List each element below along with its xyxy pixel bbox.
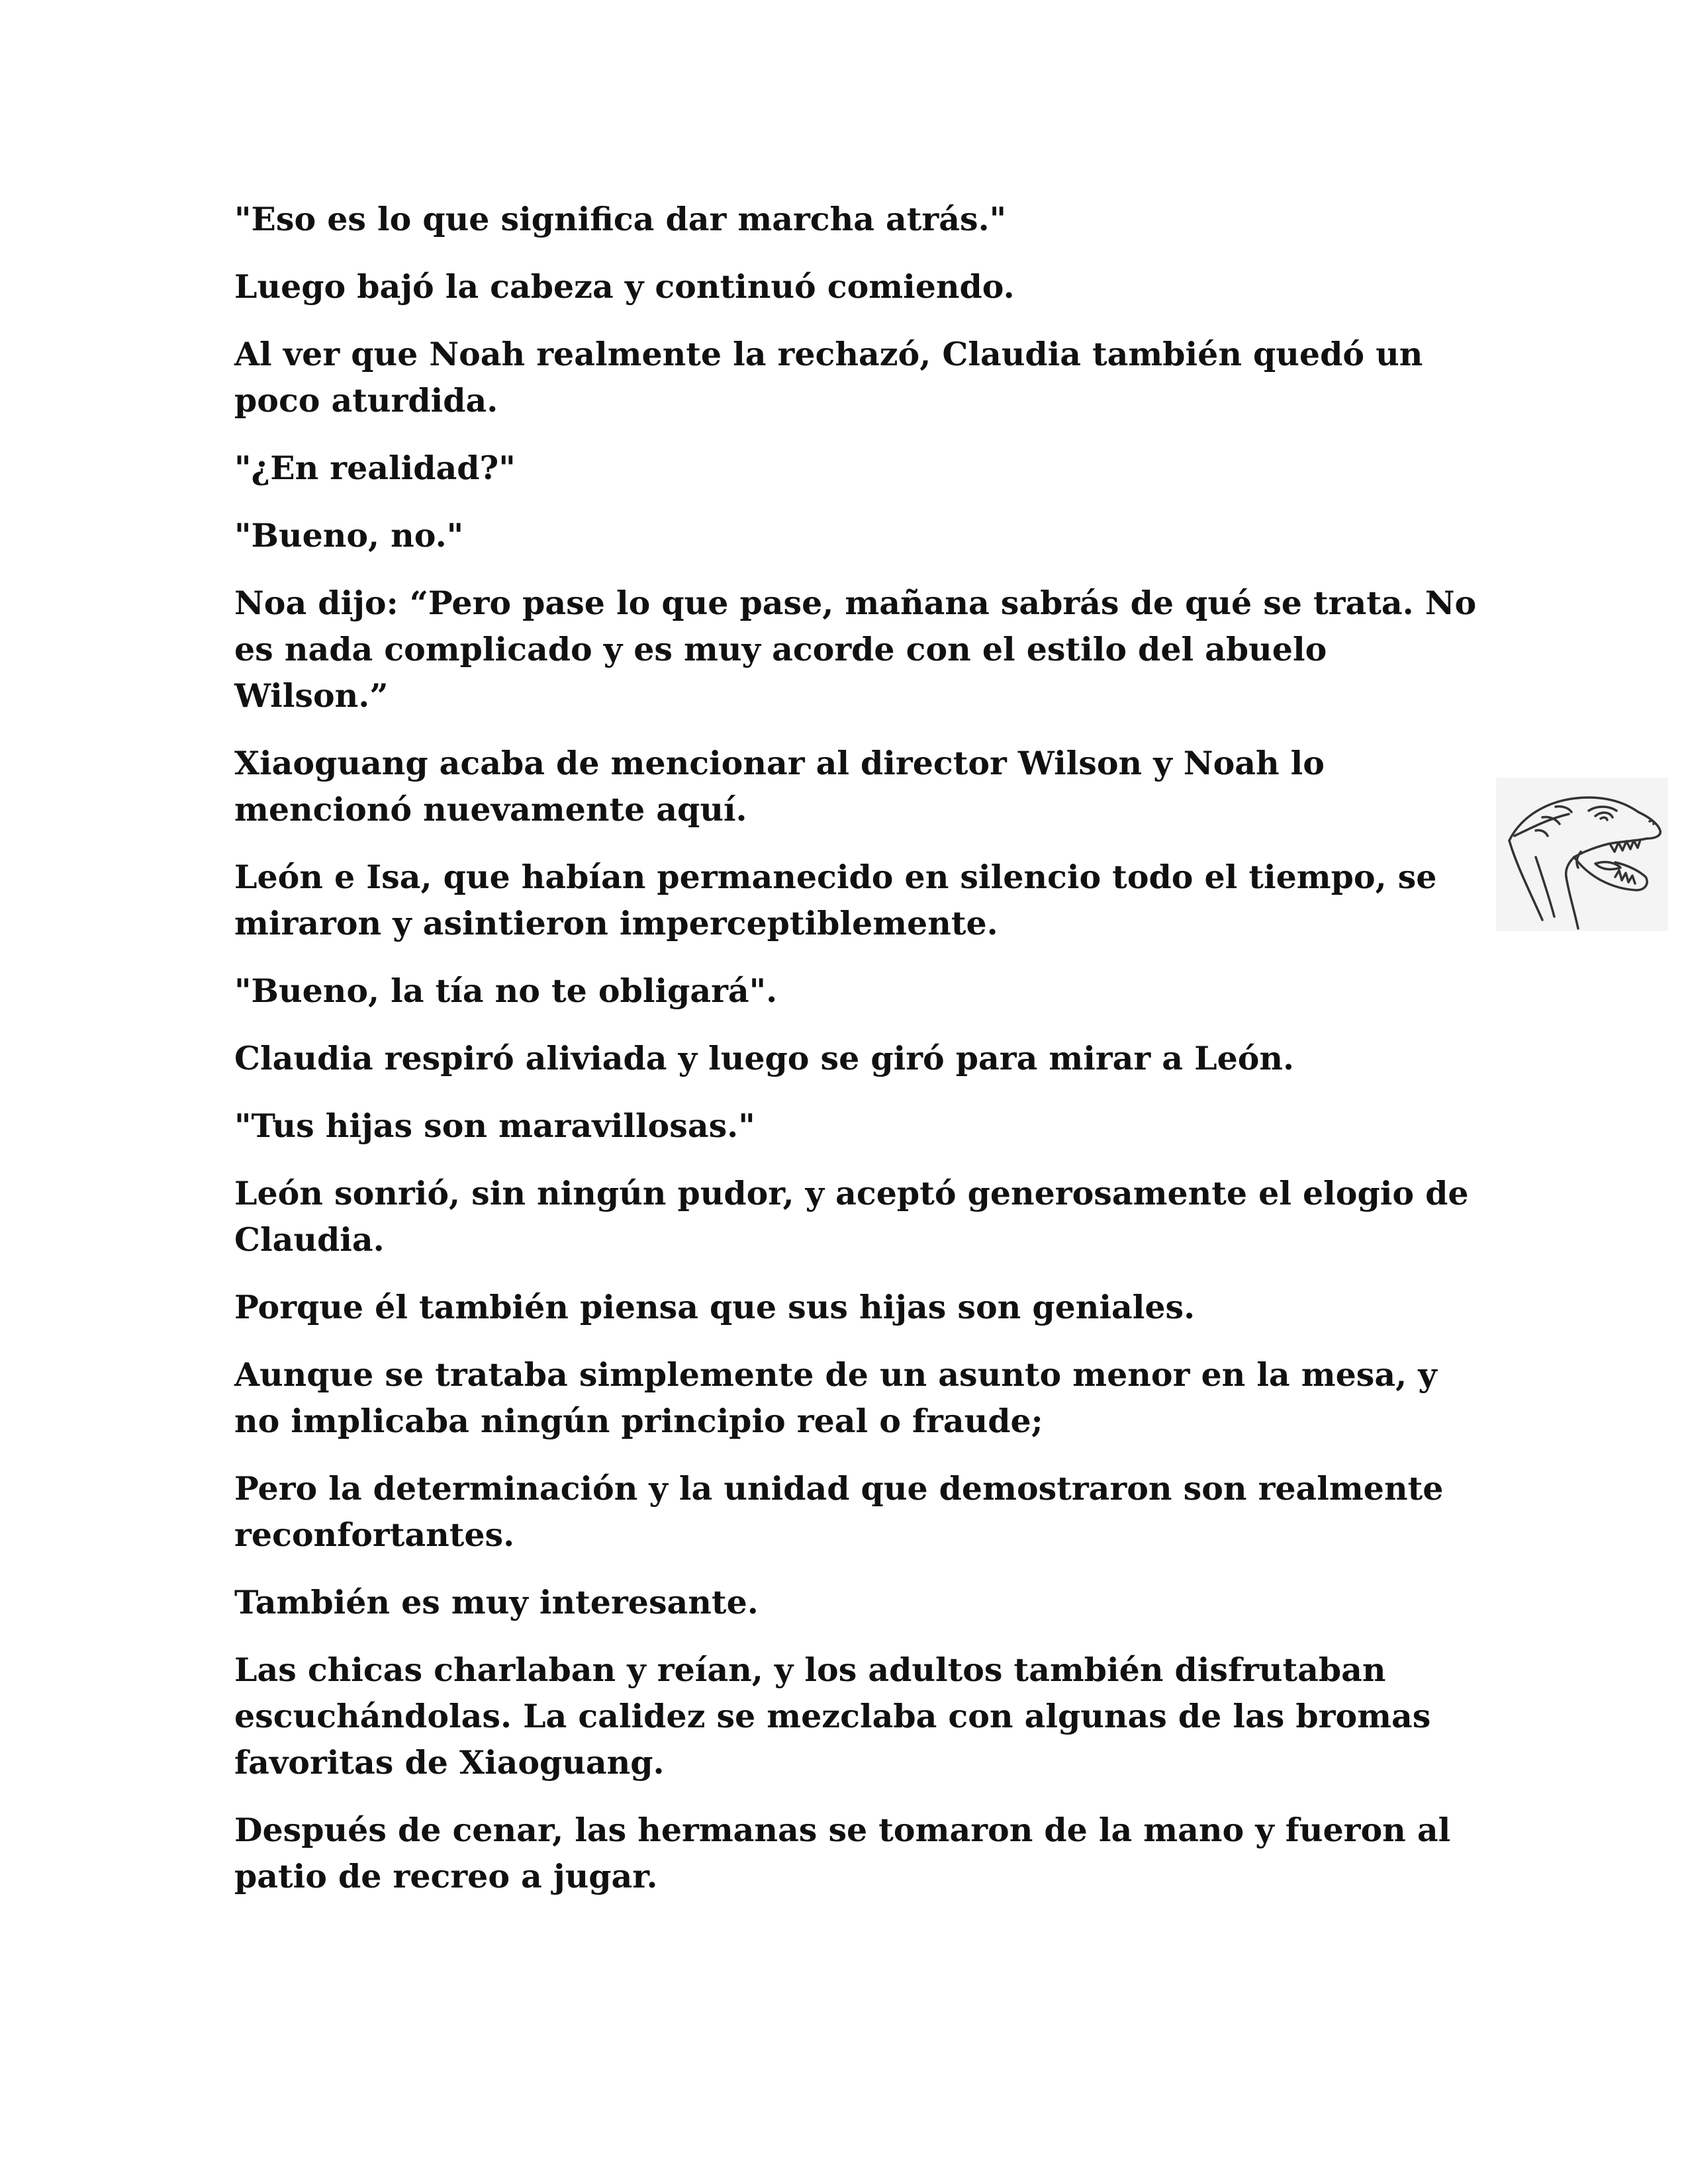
paragraph: Después de cenar, las hermanas se tomaron de la mano y fueron al patio de recreo a jugar. — [234, 1811, 1451, 1895]
dinosaur-sketch-icon — [1496, 778, 1668, 931]
paragraph: Pero la determinación y la unidad que demostraron son realmente reconfortantes. — [234, 1469, 1444, 1554]
paragraph: León sonrió, sin ningún pudor, y aceptó generosamente el elogio de Claudia. — [234, 1174, 1469, 1259]
paragraph: Aunque se trataba simplemente de un asunto menor en la mesa, y no implicaba ningún principio real o fraude; — [234, 1355, 1437, 1440]
paragraph: "Tus hijas son maravillosas." — [234, 1107, 755, 1145]
paragraph: Xiaoguang acaba de mencionar al director Wilson y Noah lo mencionó nuevamente aquí. — [234, 744, 1325, 829]
body-text — [234, 196, 1479, 1921]
paragraph: "Bueno, la tía no te obligará". — [234, 972, 778, 1010]
paragraph: "Bueno, no." — [234, 516, 464, 555]
paragraph: Porque él también piensa que sus hijas son geniales. — [234, 1288, 1196, 1326]
paragraph: "¿En realidad?" — [234, 449, 516, 487]
paragraph: También es muy interesante. — [234, 1583, 759, 1621]
paragraph: Las chicas charlaban y reían, y los adultos también disfrutaban escuchándolas. La calidez se mezclaba con algunas de las bromas favoritas de Xiaoguang. — [234, 1651, 1431, 1782]
paragraph: Claudia respiró aliviada y luego se giró para mirar a León. — [234, 1039, 1295, 1077]
paragraph: Luego bajó la cabeza y continuó comiendo. — [234, 267, 1015, 306]
paragraph: León e Isa, que habían permanecido en silencio todo el tiempo, se miraron y asintieron imperceptiblemente. — [234, 858, 1437, 942]
paragraph: "Eso es lo que significa dar marcha atrás." — [234, 200, 1007, 238]
paragraph: Al ver que Noah realmente la rechazó, Claudia también quedó un poco aturdida. — [234, 335, 1423, 420]
paragraph: Noa dijo: “Pero pase lo que pase, mañana sabrás de qué se trata. No es nada complicado y es muy acorde con el estilo del abuelo Wilson.” — [234, 584, 1477, 715]
